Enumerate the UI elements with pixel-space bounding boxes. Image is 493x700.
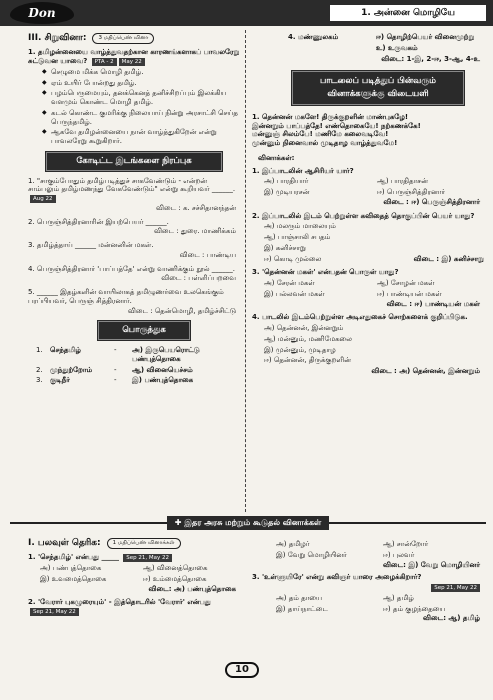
option: இ) வேறு மொழியினர்: [276, 550, 347, 559]
exam-tag: May 22: [119, 58, 145, 66]
poem-question-2: [252, 212, 484, 264]
option: ஈ) கொடி முல்லை: [264, 254, 322, 263]
option: ஈ) பெருஞ்சித்திரனார்: [377, 188, 446, 196]
options: [264, 177, 484, 197]
marks-pill: 3 மதிப்பெண் வினா: [92, 33, 154, 44]
answer: விடை : பள்ளிப்பறவை: [161, 274, 236, 283]
match-right: இ) பண்புத்தொகை: [132, 376, 194, 385]
answer: விடை : ஈ) பெருஞ்சித்திரனார்: [383, 197, 480, 206]
match-right: ஆ) வினையெச்சம்: [132, 365, 193, 374]
exam-tag: Aug 22: [30, 195, 56, 203]
poem-question-3: [252, 268, 484, 308]
options: [264, 222, 484, 263]
bottom-right: [252, 538, 484, 628]
match-left: முந்துற்றோம்: [50, 365, 93, 374]
question-text: 2. 'வேரார் புகழுரையும்' - இத்தொடரில் 'வேரார்' என்பது: [28, 598, 211, 607]
exam-tag: PTA - 2: [92, 58, 117, 66]
chapter-title: 1. அன்னை மொழியே: [330, 5, 486, 21]
question-text: 3. 'உள்ளுயிரே' என்று கவிஞர் யாரை அழைக்கிறார்?: [252, 573, 422, 582]
question-text: 2. பெருஞ்சித்திரனாரின் இயற்பெயர் ______.: [28, 217, 169, 226]
options: [264, 279, 484, 299]
bullet-item: ◆ ஏம் உயிர் போன்றது தமிழ்.: [42, 79, 240, 88]
bullet-item: ◆ பழம்பெருமையும், தனக்கெனத் தனிச்சிறப்பும் இலக்கிய வளமும் கொண்ட மொழி தமிழ்.: [42, 89, 240, 107]
question-1: [28, 48, 240, 146]
option: இ) முடியரசன்: [264, 188, 310, 196]
fill-question-5: [28, 288, 240, 315]
plus-icon: ✚: [174, 518, 185, 527]
exam-tag: Sep 21, May 22: [30, 608, 79, 616]
option: ஈ) உம்மைத்தொகை: [143, 574, 207, 583]
section-title: III. சிறுவினா:: [28, 33, 87, 43]
option: இ) உவமைத்தொகை: [40, 574, 107, 583]
match-left: குடிநீர்: [50, 376, 70, 385]
answer: விடை : க. சச்சிதானந்தன்: [156, 203, 236, 212]
option: ஈ) தம் குழந்தையை: [383, 604, 446, 613]
bottom-left: [28, 538, 240, 621]
option: இ) கனிச்சாறு: [264, 243, 306, 252]
match-left: செந்தமிழ்: [50, 346, 81, 354]
bar-label: இதர அரசு மற்றும் கூடுதல் வினாக்கள்: [184, 518, 322, 527]
option: ஆ) பாஞ்சாலி சபதம்: [264, 233, 331, 241]
mcq-1: [28, 553, 240, 593]
bullet-item: ◆ கடல் கொண்ட குமரிக்கு நிலையாய் நின்று அரசாட்சி செய்த பெருந்தமிழ்.: [42, 109, 240, 127]
section-mcq: [28, 538, 240, 549]
page-number: 10: [225, 662, 259, 678]
options: [276, 540, 484, 560]
option: ஆ) வினைத்தொகை: [143, 564, 208, 573]
option: இ) தாய்நாட்டை: [276, 604, 328, 613]
column-divider: [245, 30, 246, 512]
section-title: I. பலவுள் தெரிக:: [28, 538, 101, 548]
fill-question-3: [28, 241, 240, 260]
options: [264, 324, 484, 365]
option: ஆ) தமிழ்: [383, 593, 414, 602]
question-text: 3. 'தென்னன் மகள்' என்பதன் பொருள் யாது?: [252, 268, 399, 277]
option: ஆ) பாரதிதாசன்: [377, 177, 428, 186]
match-table: [36, 346, 240, 385]
poem-question-4: [252, 313, 484, 376]
answer: விடை: அ) பண்புத்தொகை: [148, 584, 236, 593]
question-text: 5. ______ இதழ்களின் வாயிலாகத் தமிழுணர்வை உலகெங்கும் பரப்பியவர், பெருஞ் சித்திரனார்.: [28, 288, 224, 305]
match-num: 2.: [36, 365, 43, 374]
match-sep: -: [114, 376, 117, 385]
exam-tag: Sep 21, May 22: [123, 554, 172, 562]
poem-banner: பாடலைப் படித்துப் பின்வரும் வினாக்களுக்கு விடையளி: [292, 71, 464, 105]
option: அ) சேரன் மகள்: [264, 279, 315, 287]
match-num: 3.: [36, 376, 43, 385]
fill-question-4: [28, 265, 240, 284]
option: ஆ) சோழன் மகள்: [377, 279, 435, 287]
fill-blanks-banner: கோடிட்ட இடங்களை நிரப்புக: [46, 152, 222, 171]
match-num: 1.: [36, 346, 43, 354]
fill-question-2: [28, 218, 240, 237]
left-column: [28, 33, 240, 385]
option: அ) மலரும் மாலையும்: [264, 222, 336, 231]
match-right: உ) உருவகம்: [376, 43, 418, 52]
answer: விடை : தென்மொழி, தமிழ்ச்சிட்டு: [127, 306, 236, 315]
right-column: [252, 33, 484, 381]
question-text: 1. தமிழன்னையை வாழ்த்துவதற்கான காரணங்களாகப் பாவலரேறு சுட்டுவன யாவை?: [28, 48, 240, 65]
page-header: [0, 0, 493, 26]
option: ஆ) மன்னும், மணிமேகலை: [264, 334, 352, 343]
question-text: 3. தமிழ்த்தாய் ______ மன்னனின் மகள்.: [28, 241, 154, 250]
options: [276, 594, 484, 614]
poem-question-1: [252, 167, 484, 207]
extra-questions-title: [167, 516, 330, 530]
questions-label: வினாக்கள்:: [258, 153, 295, 162]
option: ஆ) சான்றோர்: [383, 540, 429, 548]
divider-line: [329, 522, 486, 524]
marks-pill: 1 மதிப்பெண் வினாக்கள்: [107, 538, 181, 549]
option: அ) தென்னன், இன்னறும்: [264, 324, 344, 332]
options: [40, 564, 240, 584]
answer: விடை: இ) வேறு மொழியினர்: [382, 560, 480, 569]
option: ஈ) பாண்டியன் மகள்: [377, 289, 442, 298]
answer: விடை : ஈ) பாண்டியன் மகள்: [386, 299, 480, 308]
answer: விடை : அ) தென்னன், இன்னறும்: [371, 367, 480, 375]
match-right: அ) இருபெயரொட்டு பண்புத்தொகை: [132, 346, 200, 363]
question-text: 4. பெருஞ்சித்திரனார் 'பாப்பத்தே' என்று வாணிக்கும் நூல் ______.: [28, 264, 235, 273]
match-right: ஈ) தொழிற்பெயர் வினைமுற்று: [376, 33, 475, 41]
match-sep: -: [114, 346, 117, 354]
bullet-item: ◆ ஆகவே தமிழன்னையை நான் வாழ்த்துகிறேன் என்று பாவலரேறு கூறுகிறார்.: [42, 128, 240, 146]
divider-line: [10, 522, 167, 524]
exam-tag: Sep 21, May 22: [431, 584, 480, 592]
option: இ) முன்னும், முடிதாழ: [264, 345, 336, 354]
mcq-2: [28, 598, 240, 616]
match-left: 4. மண்ணுலகம்: [288, 33, 339, 41]
answer: விடை : துரை. மாணிக்கம்: [153, 227, 236, 236]
fill-question-1: [28, 177, 240, 213]
poem-text: 1. தென்னன் மகளே! திருக்குறளின் மாண்புகழே! இன்னறும் பாப்பத்தே! எண்தொகையே! நற்கணக்கே! மன்னுஞ் சிலம்பே! மணிமே கலைவடிவே! முன்னும் நினைவால் முடிதாழ வாழ்த்துவமே!: [252, 112, 421, 147]
section-short-answer: [28, 33, 240, 44]
question-text: 4. பாடலில் இடம்பெற்றுள்ள அடிஎதுகைச் சொற்களைக் குறிப்பிடுக.: [252, 313, 468, 322]
extra-questions-bar: [10, 515, 486, 531]
answer: விடை : இ) கனிச்சாறு: [413, 254, 484, 263]
question-text: 2. இப்பாடலில் இடம் பெற்றுள்ள கவிதைத் தொகுப்பின் பெயர் யாது?: [252, 211, 475, 220]
option: அ) பண்புத்தொகை: [40, 564, 102, 573]
mcq-3: [252, 573, 484, 623]
question-text: 1. இப்பாடலின் ஆசிரியர் யார்?: [252, 166, 354, 175]
brand-logo: Don: [10, 2, 74, 24]
answer-bullets: [42, 68, 240, 146]
option: அ) தமிழர்: [276, 540, 310, 548]
option: ஈ) புலவர்: [383, 550, 415, 559]
answer: விடை : பாண்டிய: [179, 250, 236, 259]
bullet-item: ◆ செழுமை மிக்க மொழி தமிழ்.: [42, 68, 240, 77]
answer: விடை: ஆ) தமிழ்: [423, 614, 480, 623]
match-banner: பொருத்துக: [98, 321, 190, 340]
option: ஈ) தென்னன், திருக்குறளின்: [264, 356, 351, 365]
question-text: 1. 'செந்தமிழ்' என்பது _____: [28, 553, 120, 562]
option: அ) பாரதியார்: [264, 177, 309, 186]
option: அ) தம் தாயை: [276, 593, 322, 602]
match-sep: -: [114, 365, 117, 374]
match-answer: விடை: 1-இ, 2-ஈ, 3-ஆ, 4-உ: [381, 54, 480, 63]
match-continued: [288, 33, 484, 53]
option: இ) பல்லவன் மகள்: [264, 289, 325, 298]
question-text: 1. "சாகும்போதும் தமிழ்படித்துச் சாகவேண்டும் - என்றன் சாம்பலும் தமிழ்மணந்து வேகவேண்டும்" என்று கூறியவர் ______.: [28, 176, 236, 194]
